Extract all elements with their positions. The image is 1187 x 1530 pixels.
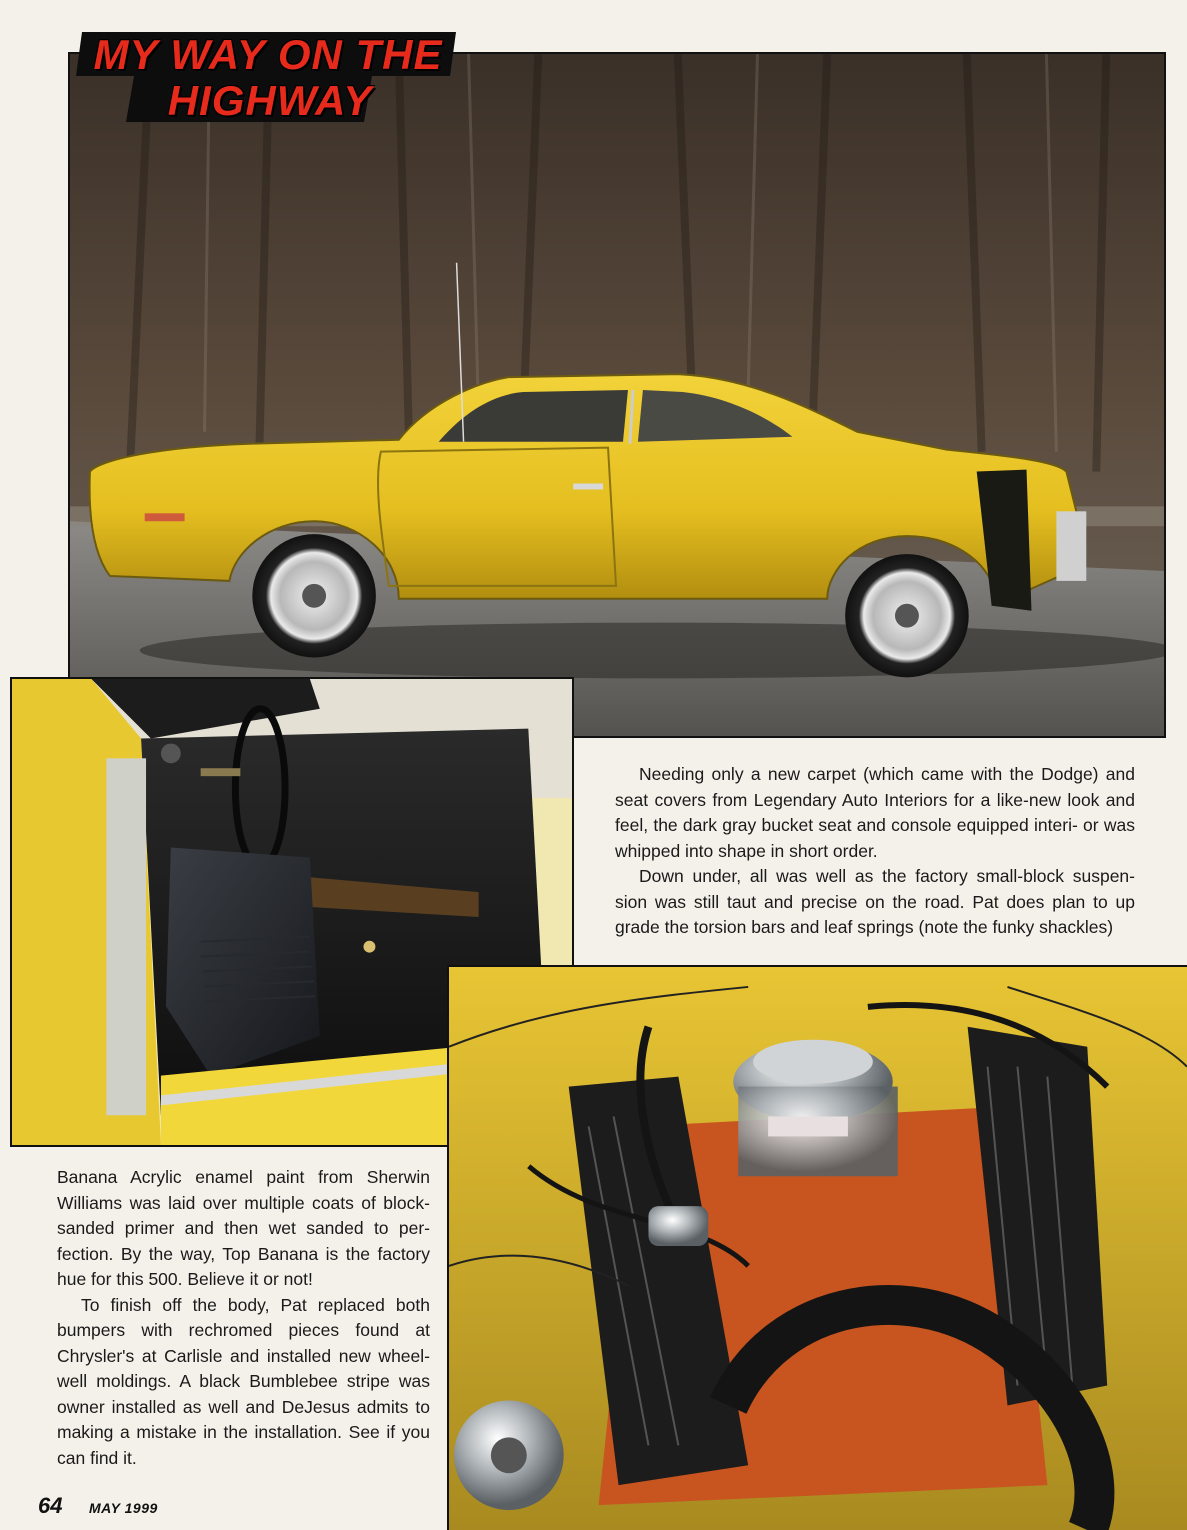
paragraph: Down under, all was well as the factory small-block suspen- sion was still taut and precise on the road. Pat does plan to up grade the torsion bars and leaf springs (note the funky shackles) xyxy=(615,866,1135,937)
hero-car-photo xyxy=(68,52,1166,738)
title-line-1: MY WAY ON THE xyxy=(93,31,443,78)
article-text-left xyxy=(57,1165,430,1471)
article-title xyxy=(72,28,456,126)
page-number: 64 xyxy=(38,1493,63,1518)
engine-photo xyxy=(447,965,1187,1530)
issue-date: MAY 1999 xyxy=(88,1500,158,1516)
paragraph: Needing only a new carpet (which came with the Dodge) and seat covers from Legendary Auto Interiors for a like-new look and feel, the dark gray bucket seat and console equipped interi- or was whipped into shape in short order. xyxy=(615,764,1135,861)
page-footer xyxy=(38,1493,158,1519)
paragraph: To finish off the body, Pat replaced both bumpers with rechromed pieces found at Chrysler's at Carlisle and installed new wheel- well moldings. A black Bumblebee stripe was owner installed as well and DeJesus admits to making a mistake in the installation. See if you can find it. xyxy=(57,1294,430,1468)
title-line-2: HIGHWAY xyxy=(167,77,373,124)
engine-illustration xyxy=(449,967,1187,1530)
paragraph: Banana Acrylic enamel paint from Sherwin Williams was laid over multiple coats of block- sanded primer and then wet sanded to per- fection. By the way, Top Banana is the factory hue for this 500. Believe it or not! xyxy=(57,1167,430,1289)
article-text-right xyxy=(615,762,1135,941)
hero-car-illustration xyxy=(70,54,1164,736)
